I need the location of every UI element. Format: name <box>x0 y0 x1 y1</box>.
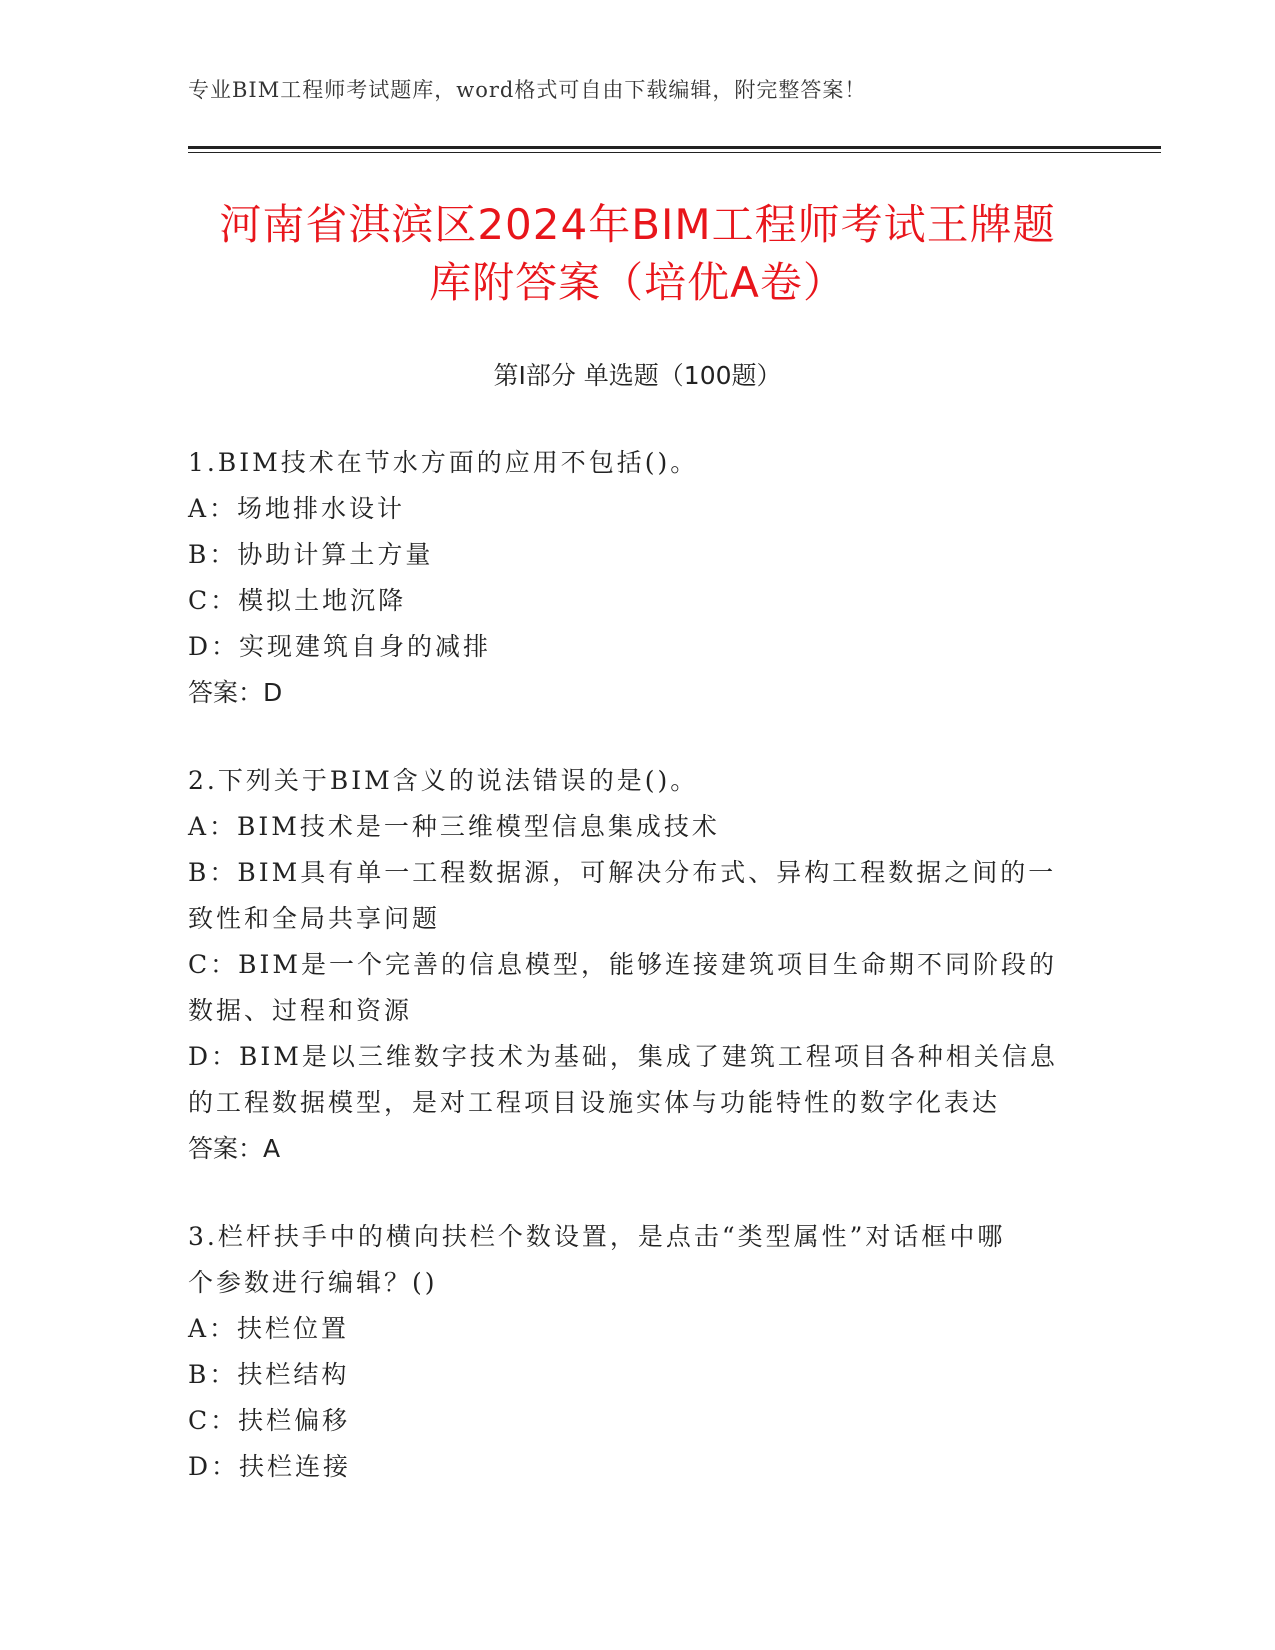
header-divider-thin <box>188 152 1161 153</box>
answer: 答案：A <box>188 1134 281 1163</box>
option-d-line-1: D：BIM是以三维数字技术为基础，集成了建筑工程项目各种相关信息 <box>188 1042 1058 1071</box>
option-d: D：扶栏连接 <box>188 1452 352 1481</box>
option-b: B：扶栏结构 <box>188 1360 350 1389</box>
answer: 答案：D <box>188 678 283 707</box>
header-divider-thick <box>188 146 1161 149</box>
question-stem-line-2: 个参数进行编辑？() <box>188 1268 438 1297</box>
option-c: C：模拟土地沉降 <box>188 586 407 615</box>
question-2 <box>188 758 1088 1172</box>
document-title <box>180 196 1095 312</box>
question-3 <box>188 1214 1088 1490</box>
option-c <box>188 942 1088 1034</box>
option-d: D：实现建筑自身的减排 <box>188 632 492 661</box>
question-list <box>188 440 1088 1532</box>
header-note: 专业BIM工程师考试题库，word格式可自由下载编辑，附完整答案！ <box>188 78 867 102</box>
option-b-line-2: 致性和全局共享问题 <box>188 904 441 933</box>
question-1 <box>188 440 1088 716</box>
question-stem-line-1: 3.栏杆扶手中的横向扶栏个数设置，是点击“类型属性”对话框中哪 <box>188 1222 1006 1251</box>
option-a: A：BIM技术是一种三维模型信息集成技术 <box>188 812 720 841</box>
option-b-line-1: B：BIM具有单一工程数据源，可解决分布式、异构工程数据之间的一 <box>188 858 1057 887</box>
section-title: 第I部分 单选题（100题） <box>493 361 782 390</box>
option-c: C：扶栏偏移 <box>188 1406 351 1435</box>
option-d <box>188 1034 1088 1126</box>
question-stem: 1.BIM技术在节水方面的应用不包括()。 <box>188 448 699 477</box>
option-b: B：协助计算土方量 <box>188 540 434 569</box>
document-title-line-2: 库附答案（培优A卷） <box>429 258 846 307</box>
document-title-line-1: 河南省淇滨区2024年BIM工程师考试王牌题 <box>219 200 1056 249</box>
option-c-line-1: C：BIM是一个完善的信息模型，能够连接建筑项目生命期不同阶段的 <box>188 950 1057 979</box>
option-a: A：扶栏位置 <box>188 1314 350 1343</box>
question-stem: 2.下列关于BIM含义的说法错误的是()。 <box>188 766 699 795</box>
option-c-line-2: 数据、过程和资源 <box>188 996 413 1025</box>
option-d-line-2: 的工程数据模型，是对工程项目设施实体与功能特性的数字化表达 <box>188 1088 1001 1117</box>
option-a: A：场地排水设计 <box>188 494 406 523</box>
option-b <box>188 850 1088 942</box>
question-stem <box>188 1214 1088 1306</box>
